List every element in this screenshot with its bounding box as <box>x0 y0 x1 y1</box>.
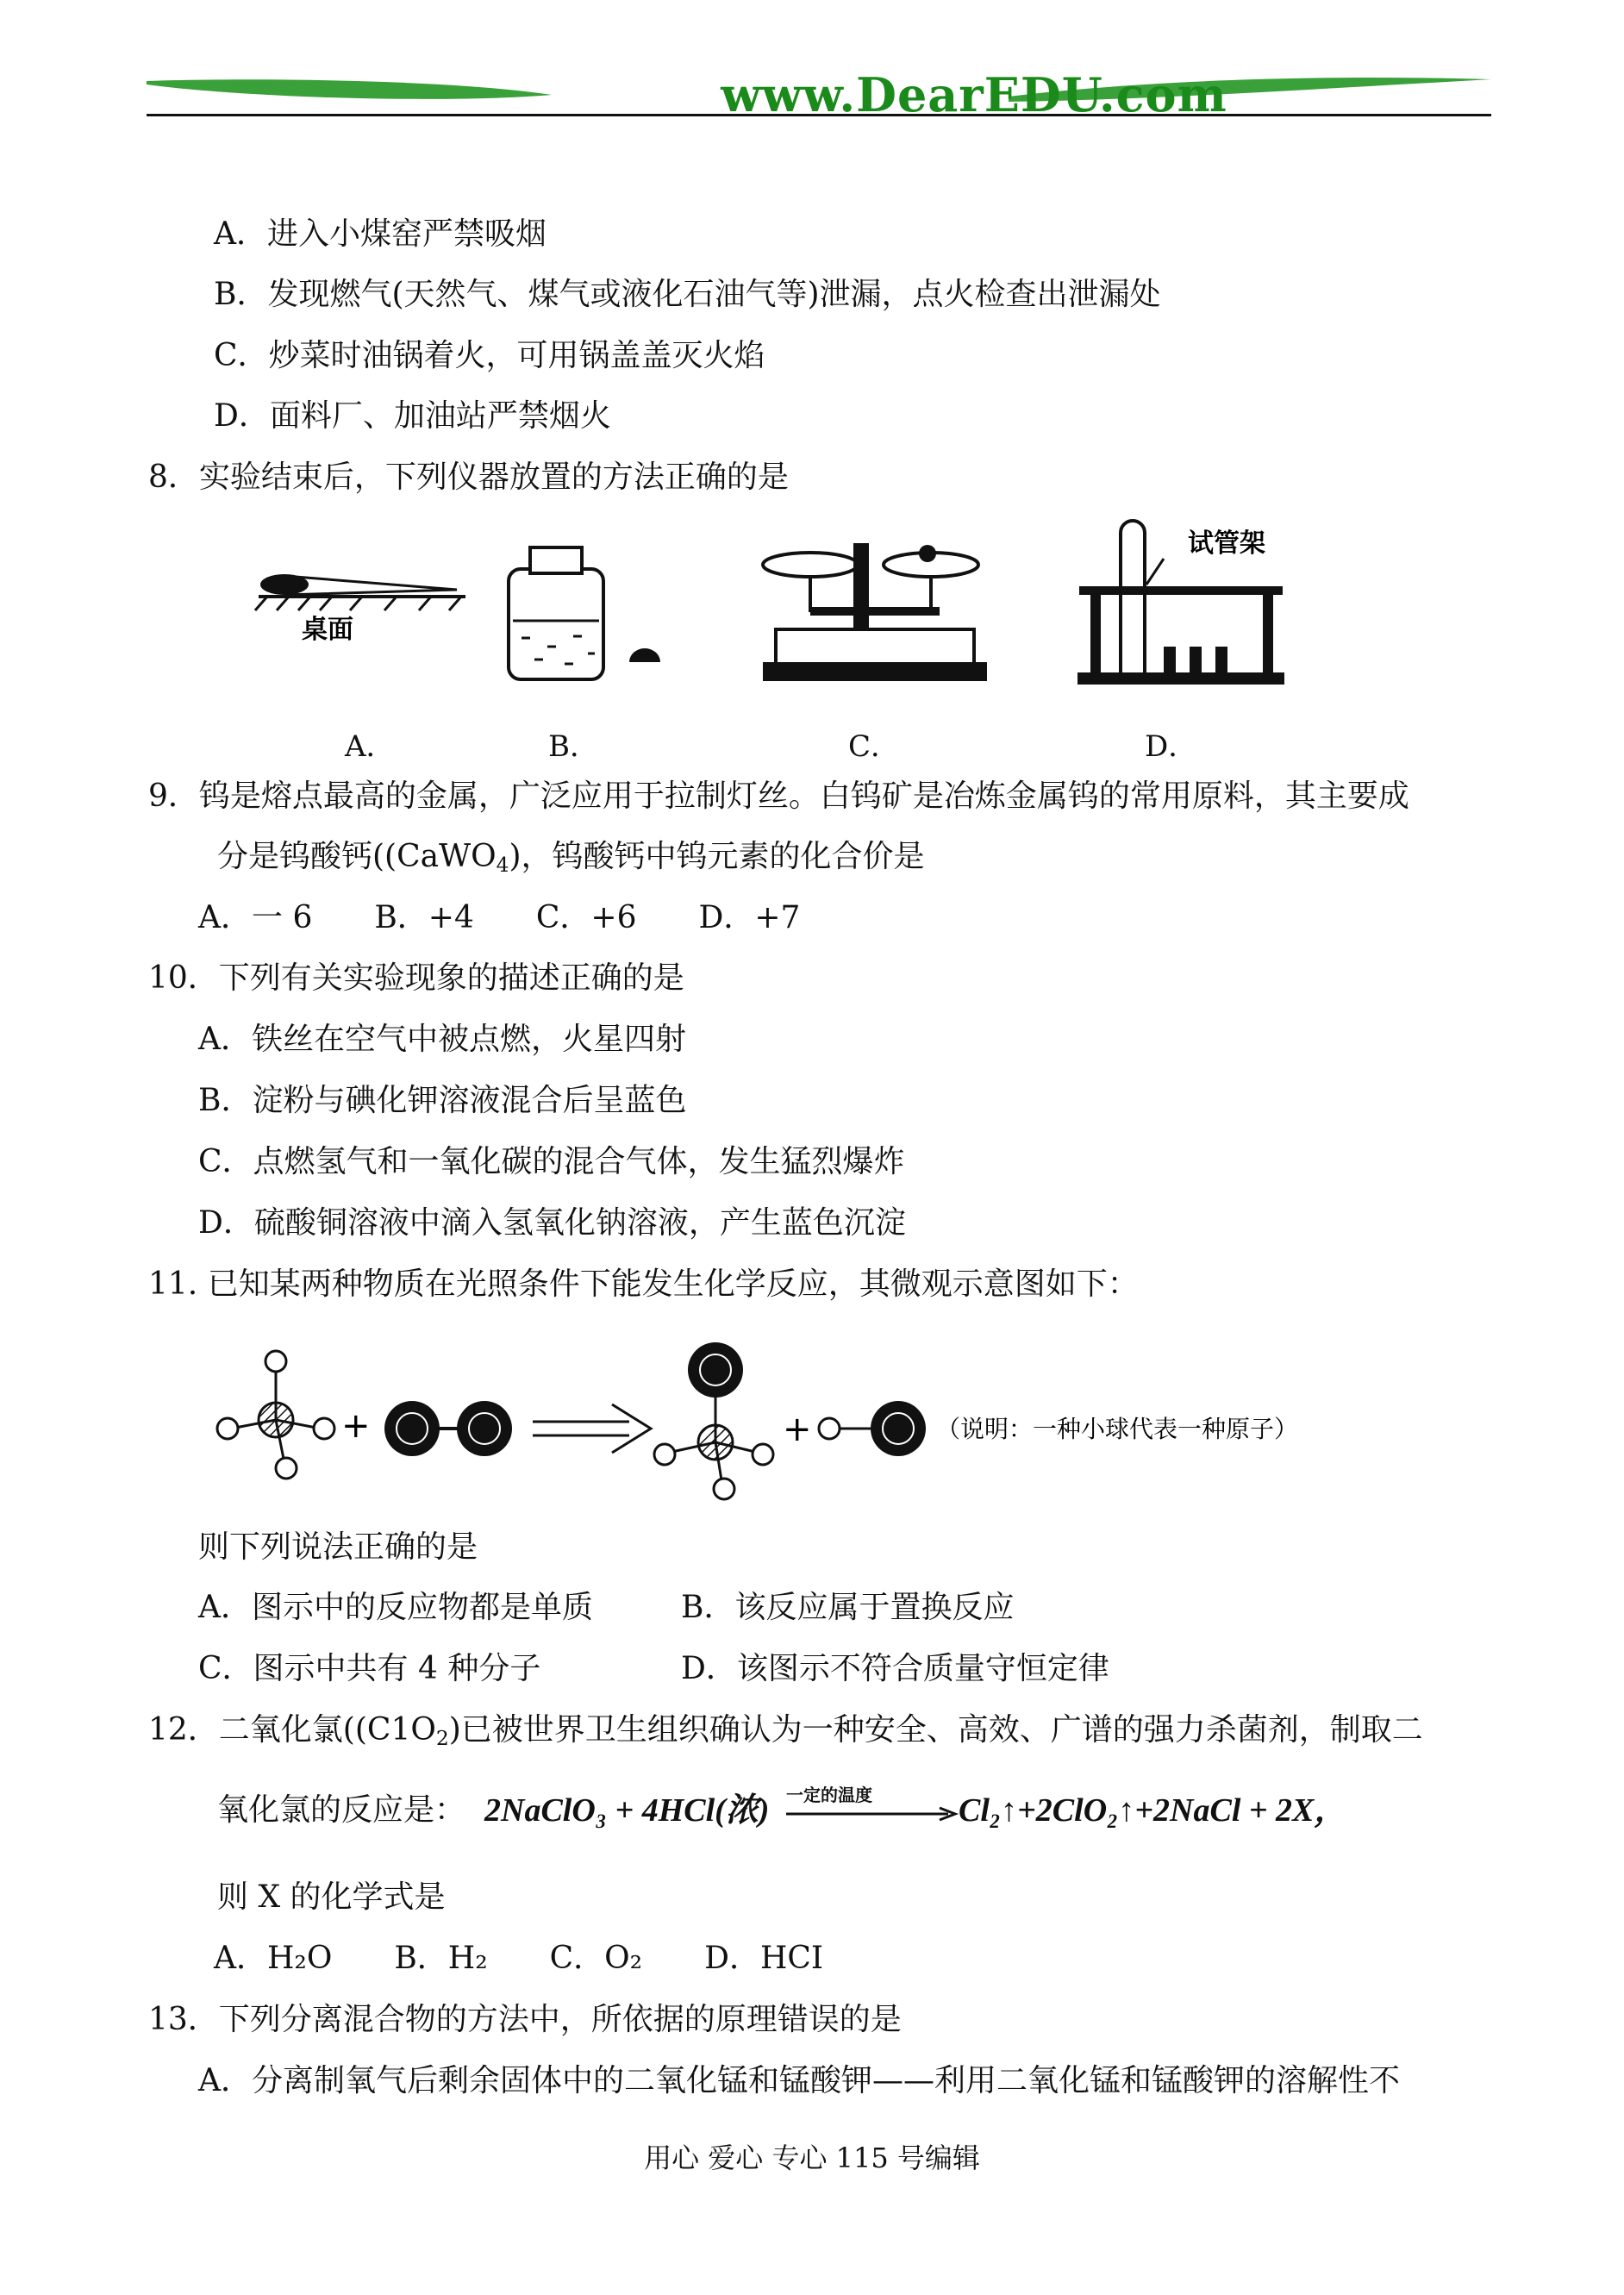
q8-stem: 8．实验结束后，下列仪器放置的方法正确的是 <box>148 460 789 495</box>
site-logo-text: www.DearEDU.com <box>721 67 1227 122</box>
q11-option-b: B．该反应属于置换反应 <box>681 1590 1015 1625</box>
q12-stem: 12．二氧化氯($(C1O_2)$已被世界卫生组织确认为一种安全、高效、广谱的强力杀菌剂，制取二 <box>148 1712 1423 1750</box>
diagram-note: （说明：一种小球代表一种原子） <box>936 1415 1299 1443</box>
q11-reaction-diagram <box>207 1332 1299 1504</box>
svg-text:+: + <box>341 1406 371 1446</box>
q13-stem: 13．下列分离混合物的方法中，所依据的原理错误的是 <box>148 2002 902 2037</box>
equation-products: Cl₂↑+2ClO₂↑+2NaCl + 2X， <box>959 1792 1347 1829</box>
q8-label-c: C． <box>848 729 901 764</box>
q12-equation-line: 氧化氯的反应是： 2NaClO₃ + 4HCl(浓) 一定的温度 Cl₂↑+2ClO₂↑+2NaCl + 2X， <box>217 1792 465 1829</box>
q7-option-b: B．发现燃气(天然气、煤气或液化石油气等)泄漏，点火检查出泄漏处 <box>214 277 1161 312</box>
q10-stem: 10．下列有关实验现象的描述正确的是 <box>148 960 684 996</box>
q9-stem-line2: 分是钨酸钙((CaWO$_4$)，钨酸钙中钨元素的化合价是 <box>217 839 925 877</box>
q9-options: A．一 6 B．+4 C．+6 D．+7 <box>198 900 801 935</box>
page-footer: 用心 爱心 专心 115 号编辑 <box>644 2142 980 2174</box>
q12-options: A．H₂O B．H₂ C．O₂ D．HCI <box>214 1941 824 1976</box>
page-header <box>147 62 1491 131</box>
product-molecule-2 <box>819 1401 926 1456</box>
q7-option-d: D．面料厂、加油站严禁烟火 <box>214 398 611 434</box>
q8-label-d: D． <box>1145 729 1198 764</box>
q13-option-a: A．分离制氧气后剩余固体中的二氧化锰和锰酸钾——利用二氧化锰和锰酸钾的溶解性不 <box>198 2063 1400 2098</box>
reactant-molecule-1 <box>217 1351 334 1479</box>
q12-lead: 则 X 的化学式是 <box>217 1879 446 1915</box>
reaction-arrow <box>533 1404 651 1453</box>
equation-arrow <box>786 1805 959 1823</box>
q8-fig-b-reagent-bottle <box>509 547 660 679</box>
q10-option-b: B．淀粉与碘化钾溶液混合后呈蓝色 <box>198 1083 687 1118</box>
reactant-molecule-2 <box>384 1401 512 1456</box>
equation-reactants: 2NaClO₃ + 4HCl(浓) <box>484 1792 770 1829</box>
q7-option-c: C．炒菜时油锅着火，可用锅盖盖灭火焰 <box>214 338 765 373</box>
q11-option-c: C．图示中共有 4 种分子 <box>198 1651 541 1686</box>
q8-label-b: B． <box>548 729 599 764</box>
q8-fig-a-test-tube-on-desk <box>255 574 465 645</box>
svg-text:桌面: 桌面 <box>302 615 353 645</box>
q11-option-d: D．该图示不符合质量守恒定律 <box>681 1651 1109 1686</box>
q8-fig-d-test-tube-rack <box>1077 521 1284 685</box>
q7-option-a: A．进入小煤窑严禁吸烟 <box>214 216 547 252</box>
q11-option-a: A．图示中的反应物都是单质 <box>198 1590 593 1625</box>
q11-stem: 11. 已知某两种物质在光照条件下能发生化学反应，其微观示意图如下： <box>148 1266 1139 1302</box>
equation-condition: 一定的温度 <box>786 1785 872 1805</box>
q8-fig-c-balance <box>763 543 987 681</box>
q9-stem-line1: 9．钨是熔点最高的金属，广泛应用于拉制灯丝。白钨矿是冶炼金属钨的常用原料，其主要成 <box>148 779 1409 814</box>
svg-text:试管架: 试管架 <box>1188 528 1265 559</box>
q8-label-a: A． <box>345 729 396 764</box>
q10-option-c: C．点燃氢气和一氧化碳的混合气体，发生猛烈爆炸 <box>198 1144 905 1179</box>
q10-option-a: A．铁丝在空气中被点燃，火星四射 <box>198 1022 686 1057</box>
svg-text:+: + <box>783 1410 812 1449</box>
q11-lead: 则下列说法正确的是 <box>198 1529 478 1565</box>
product-molecule-1 <box>654 1342 773 1499</box>
q8-apparatus-figure <box>250 517 1302 716</box>
q10-option-d: D．硫酸铜溶液中滴入氢氧化钠溶液，产生蓝色沉淀 <box>198 1205 906 1241</box>
